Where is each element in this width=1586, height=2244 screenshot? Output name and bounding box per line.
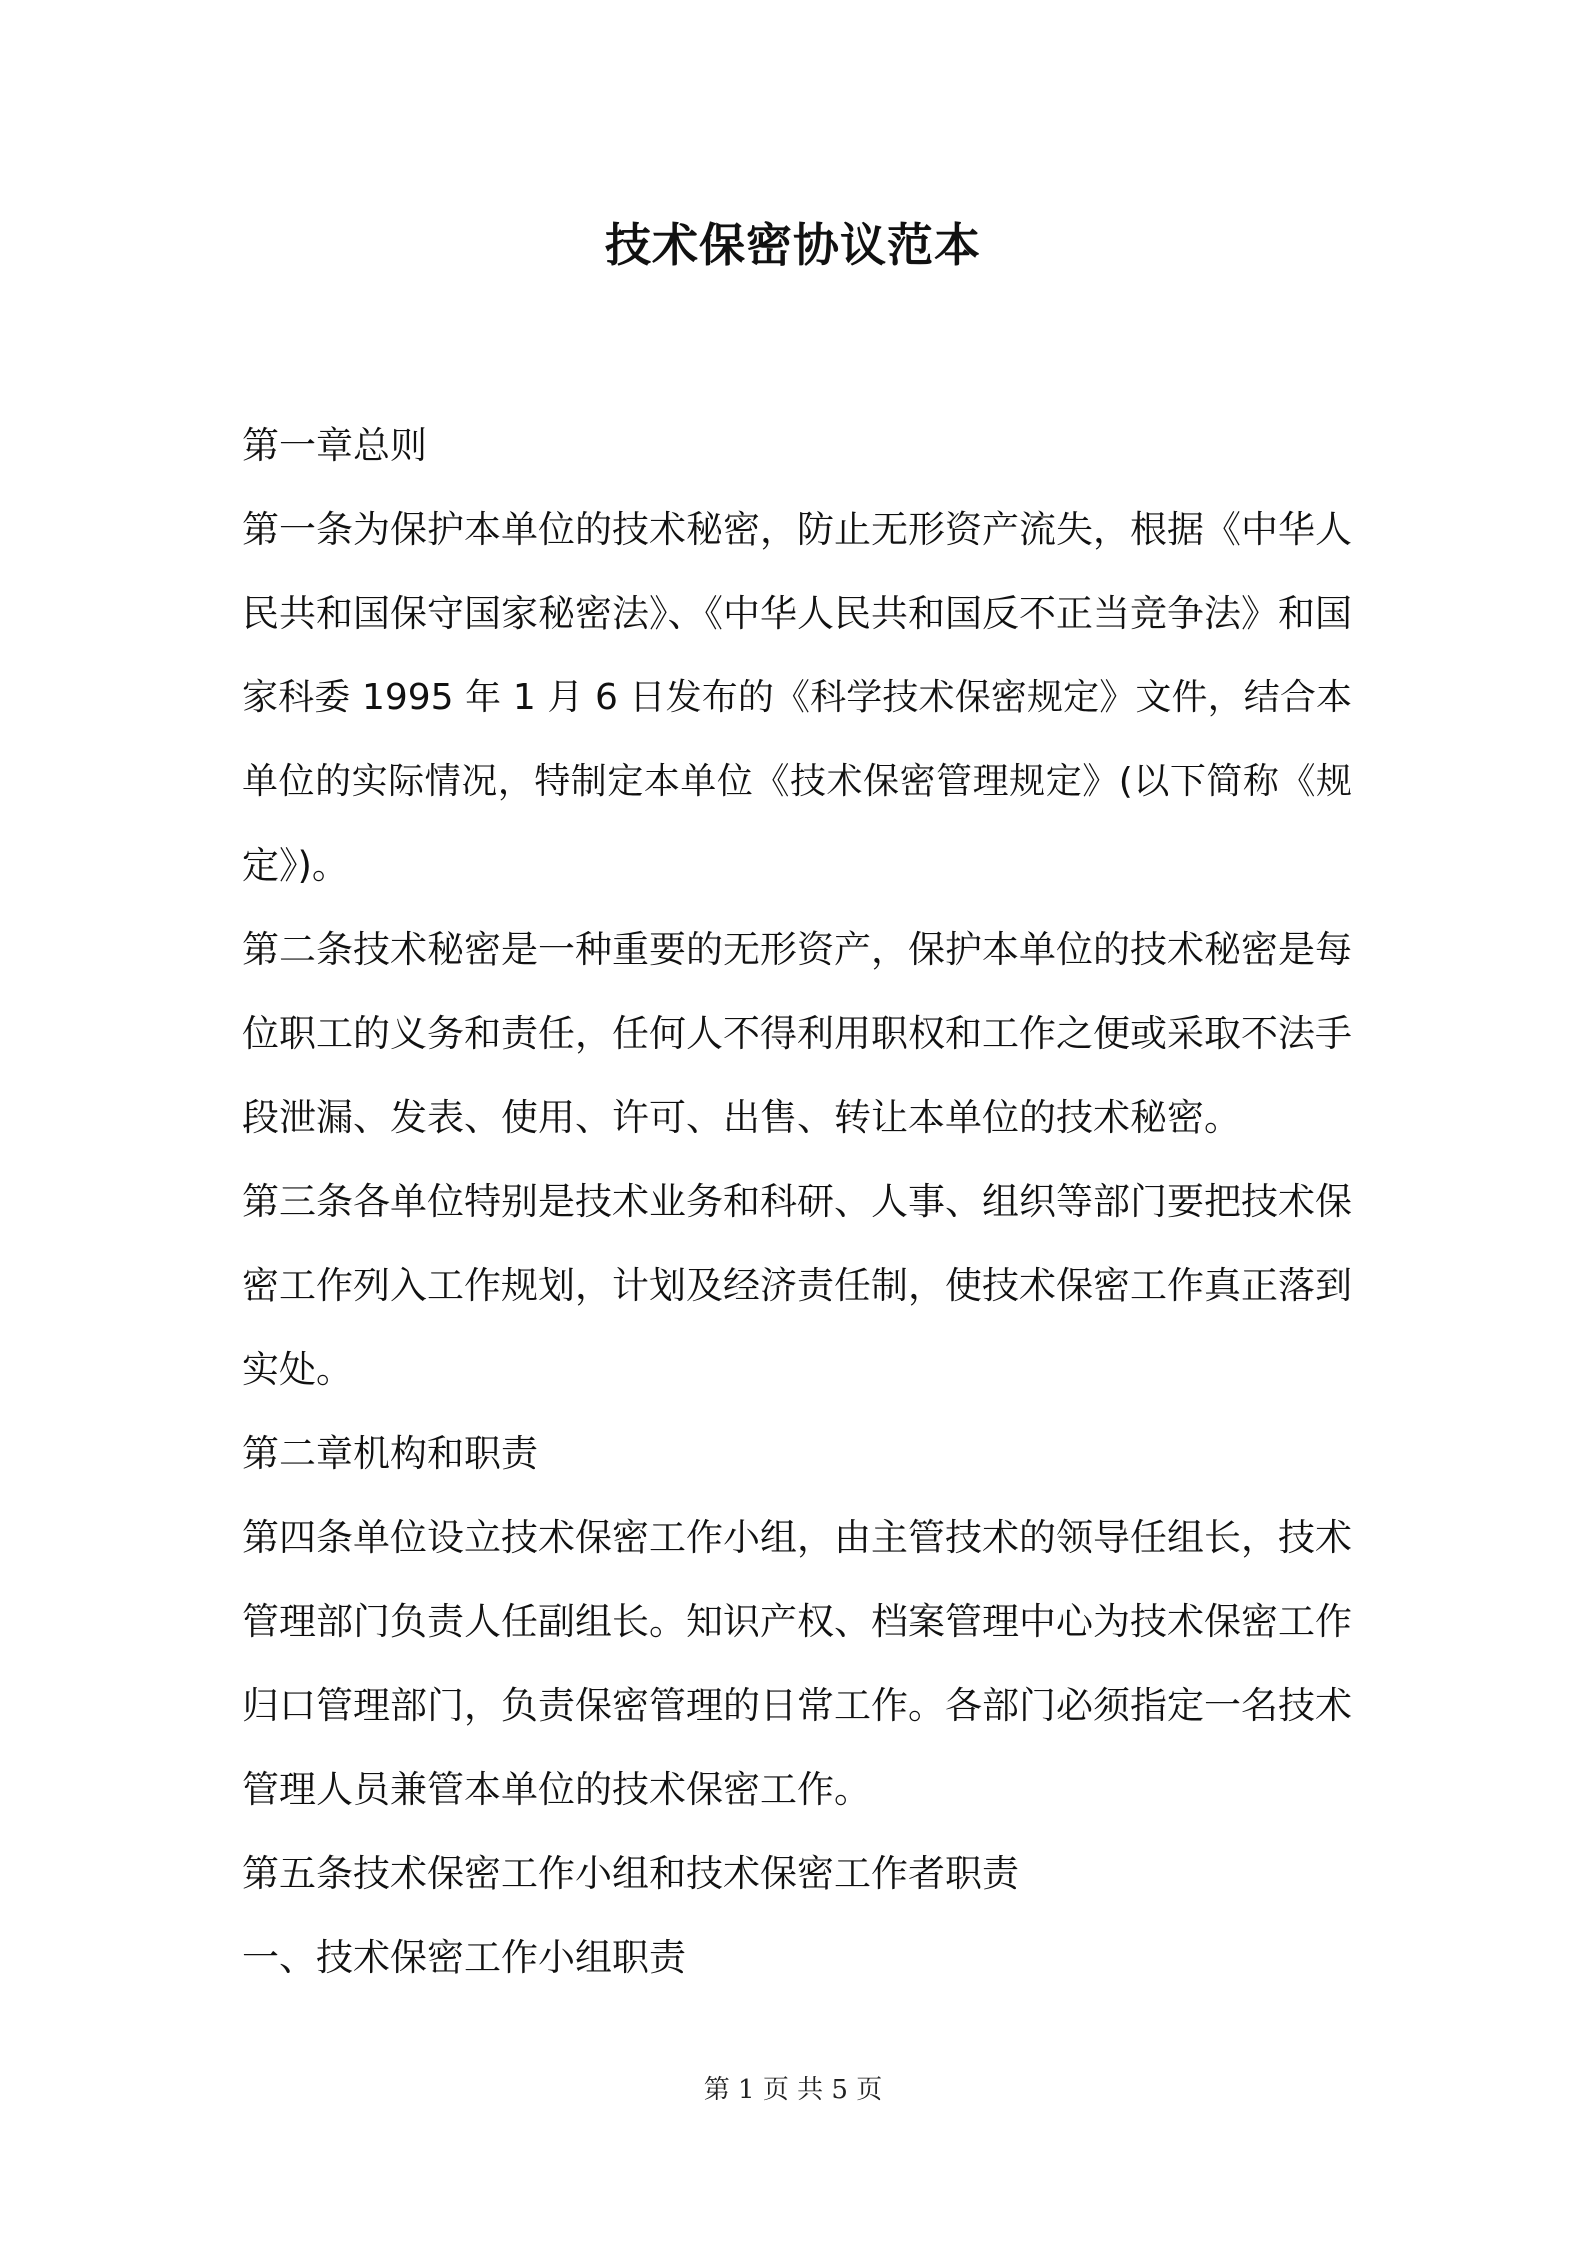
body-line: 管理人员兼管本单位的技术保密工作。 (242, 1768, 871, 1811)
body-line: 第五条技术保密工作小组和技术保密工作者职责 (242, 1852, 1019, 1895)
body-line: 第二章机构和职责 (242, 1432, 538, 1475)
body-line: 第四条单位设立技术保密工作小组，由主管技术的领导任组长，技术 (242, 1516, 1352, 1559)
body-line: 家科委 1995 年 1 月 6 日发布的《科学技术保密规定》文件，结合本 (242, 677, 1352, 718)
body-line: 第三条各单位特别是技术业务和科研、人事、组织等部门要把技术保 (242, 1180, 1352, 1223)
body-line: 归口管理部门，负责保密管理的日常工作。各部门必须指定一名技术 (242, 1684, 1352, 1727)
body-line: 密工作列入工作规划，计划及经济责任制，使技术保密工作真正落到 (242, 1264, 1352, 1307)
body-line: 第二条技术秘密是一种重要的无形资产，保护本单位的技术秘密是每 (242, 928, 1352, 971)
body-line: 定》)。 (242, 844, 349, 887)
body-line: 管理部门负责人任副组长。知识产权、档案管理中心为技术保密工作 (242, 1600, 1352, 1643)
body-line: 一、技术保密工作小组职责 (242, 1936, 686, 1979)
page-number: 第 1 页 共 5 页 (703, 2075, 883, 2105)
document-title: 技术保密协议范本 (605, 218, 981, 272)
document-body (242, 404, 1352, 2000)
body-line: 民共和国保守国家秘密法》、《中华人民共和国反不正当竞争法》和国 (242, 592, 1352, 635)
body-line: 单位的实际情况，特制定本单位《技术保密管理规定》(以下简称《规 (242, 761, 1352, 802)
body-line: 实处。 (242, 1348, 353, 1391)
body-line: 第一章总则 (242, 424, 427, 467)
body-line: 位职工的义务和责任，任何人不得利用职权和工作之便或采取不法手 (242, 1012, 1352, 1055)
body-line: 第一条为保护本单位的技术秘密，防止无形资产流失，根据《中华人 (242, 508, 1352, 551)
body-line: 段泄漏、发表、使用、许可、出售、转让本单位的技术秘密。 (242, 1096, 1241, 1139)
